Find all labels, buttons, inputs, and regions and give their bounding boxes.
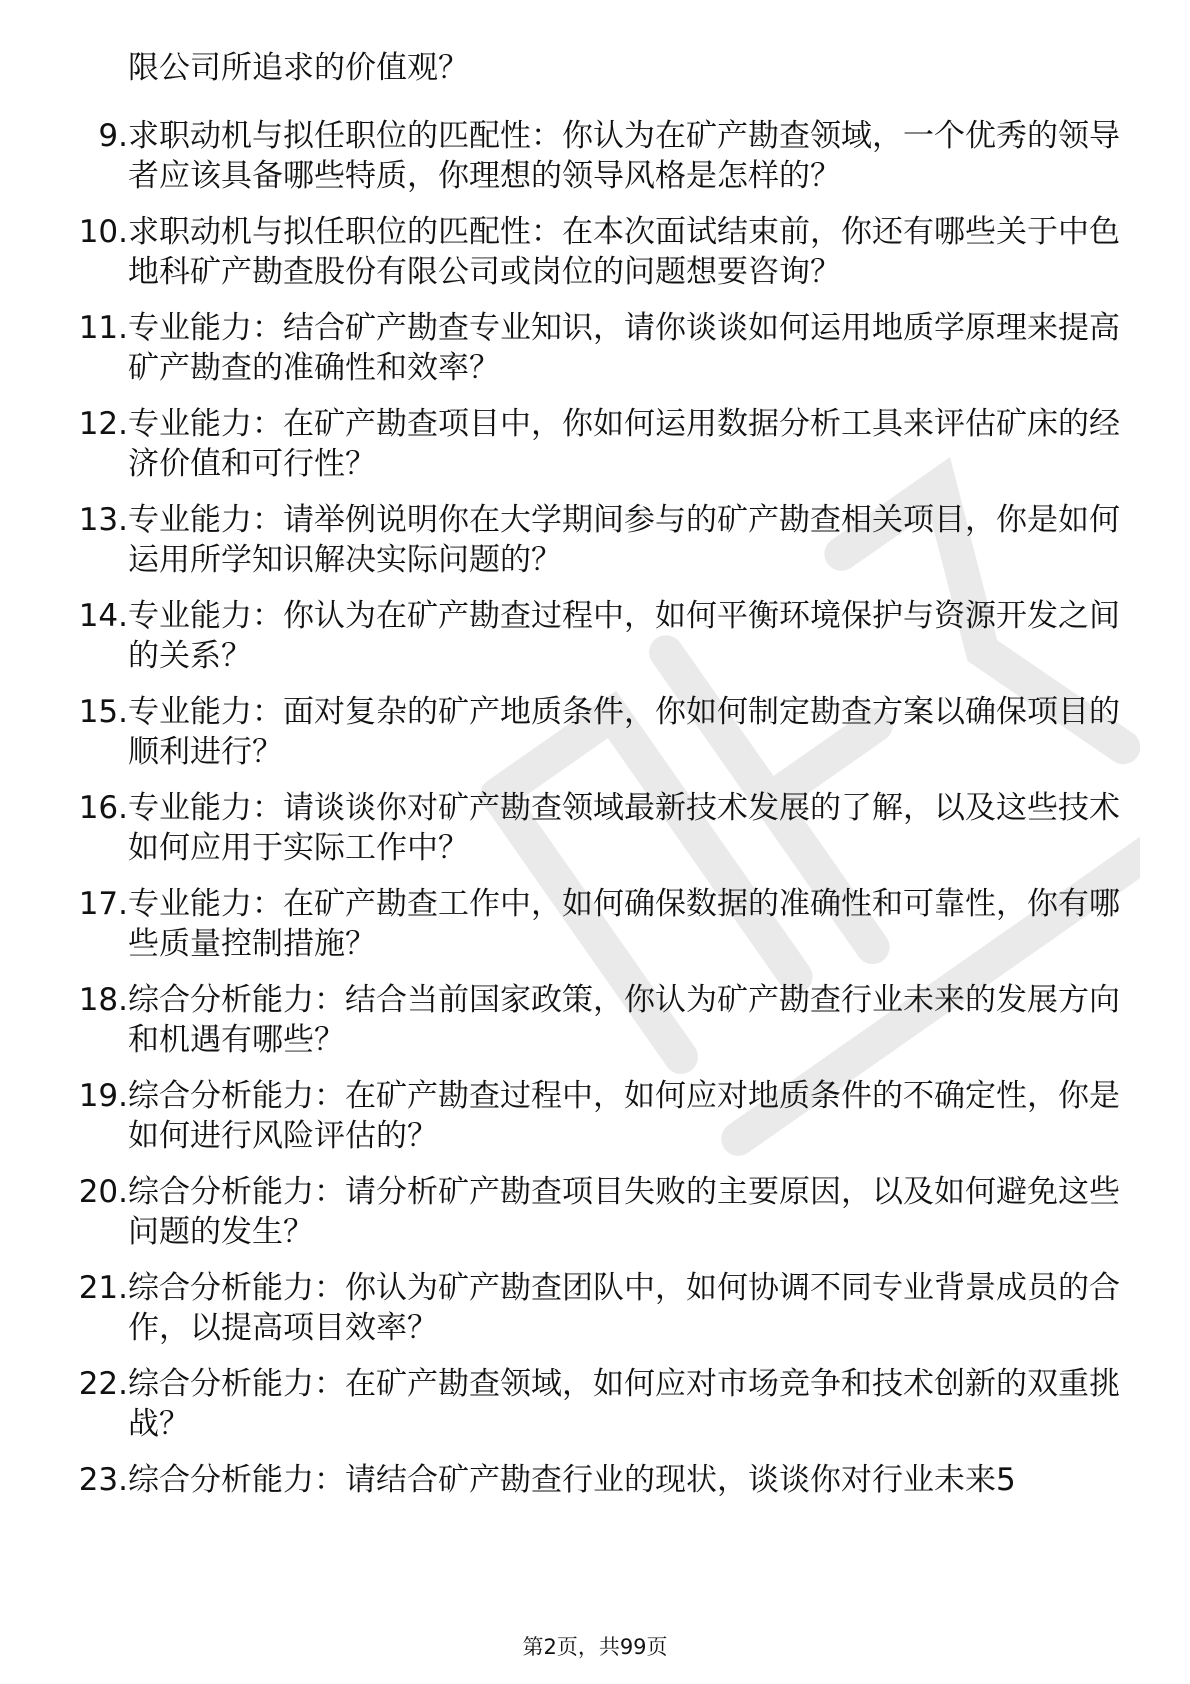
- item-text: 综合分析能力：结合当前国家政策，你认为矿产勘查行业未来的发展方向和机遇有哪些？: [128, 982, 1120, 1058]
- list-item: [0, 594, 1190, 690]
- item-number: 9.: [98, 118, 128, 154]
- item-text: 专业能力：结合矿产勘查专业知识，请你谈谈如何运用地质学原理来提高矿产勘查的准确性和效率？: [128, 310, 1120, 386]
- item-text: 专业能力：请举例说明你在大学期间参与的矿产勘查相关项目，你是如何运用所学知识解决实际问题的？: [128, 502, 1120, 578]
- item-number: 23.: [78, 1462, 128, 1498]
- item-number: 10.: [78, 214, 128, 250]
- list-item: [0, 1074, 1190, 1170]
- list-item: [0, 786, 1190, 882]
- item-number: 22.: [78, 1366, 128, 1402]
- list-item: [0, 1266, 1190, 1362]
- item-text: 综合分析能力：在矿产勘查领域，如何应对市场竞争和技术创新的双重挑战？: [128, 1366, 1120, 1442]
- item-text: 综合分析能力：在矿产勘查过程中，如何应对地质条件的不确定性，你是如何进行风险评估的？: [128, 1078, 1120, 1154]
- item-number: 14.: [78, 598, 128, 634]
- list-item: [0, 978, 1190, 1074]
- list-item: [0, 1458, 1190, 1554]
- list-item: [0, 306, 1190, 402]
- question-list: [0, 46, 1190, 1554]
- item-number: 19.: [78, 1078, 128, 1114]
- continued-item: [0, 46, 1190, 114]
- list-item: [0, 210, 1190, 306]
- list-item: [0, 882, 1190, 978]
- item-number: 21.: [78, 1270, 128, 1306]
- continued-text: 限公司所追求的价值观？: [128, 50, 469, 86]
- item-text: 综合分析能力：请结合矿产勘查行业的现状，谈谈你对行业未来5: [128, 1462, 1016, 1498]
- item-text: 求职动机与拟任职位的匹配性：在本次面试结束前，你还有哪些关于中色地科矿产勘查股份有限公司或岗位的问题想要咨询？: [128, 214, 1120, 290]
- item-text: 综合分析能力：你认为矿产勘查团队中，如何协调不同专业背景成员的合作，以提高项目效率？: [128, 1270, 1120, 1346]
- item-number: 12.: [78, 406, 128, 442]
- list-item: [0, 1362, 1190, 1458]
- item-number: 16.: [78, 790, 128, 826]
- item-number: 13.: [78, 502, 128, 538]
- item-text: 专业能力：在矿产勘查项目中，你如何运用数据分析工具来评估矿床的经济价值和可行性？: [128, 406, 1120, 482]
- item-text: 综合分析能力：请分析矿产勘查项目失败的主要原因，以及如何避免这些问题的发生？: [128, 1174, 1120, 1250]
- page-footer: 第2页，共99页: [522, 1635, 668, 1659]
- list-item: [0, 402, 1190, 498]
- item-text: 专业能力：你认为在矿产勘查过程中，如何平衡环境保护与资源开发之间的关系？: [128, 598, 1120, 674]
- list-item: [0, 498, 1190, 594]
- list-item: [0, 1170, 1190, 1266]
- item-text: 求职动机与拟任职位的匹配性：你认为在矿产勘查领域，一个优秀的领导者应该具备哪些特质，你理想的领导风格是怎样的？: [128, 118, 1120, 194]
- item-number: 17.: [78, 886, 128, 922]
- item-text: 专业能力：在矿产勘查工作中，如何确保数据的准确性和可靠性，你有哪些质量控制措施？: [128, 886, 1120, 962]
- item-number: 20.: [78, 1174, 128, 1210]
- item-text: 专业能力：面对复杂的矿产地质条件，你如何制定勘查方案以确保项目的顺利进行？: [128, 694, 1120, 770]
- item-number: 11.: [78, 310, 128, 346]
- list-item: [0, 690, 1190, 786]
- list-item: [0, 114, 1190, 210]
- item-number: 18.: [78, 982, 128, 1018]
- item-text: 专业能力：请谈谈你对矿产勘查领域最新技术发展的了解，以及这些技术如何应用于实际工作中？: [128, 790, 1120, 866]
- item-number: 15.: [78, 694, 128, 730]
